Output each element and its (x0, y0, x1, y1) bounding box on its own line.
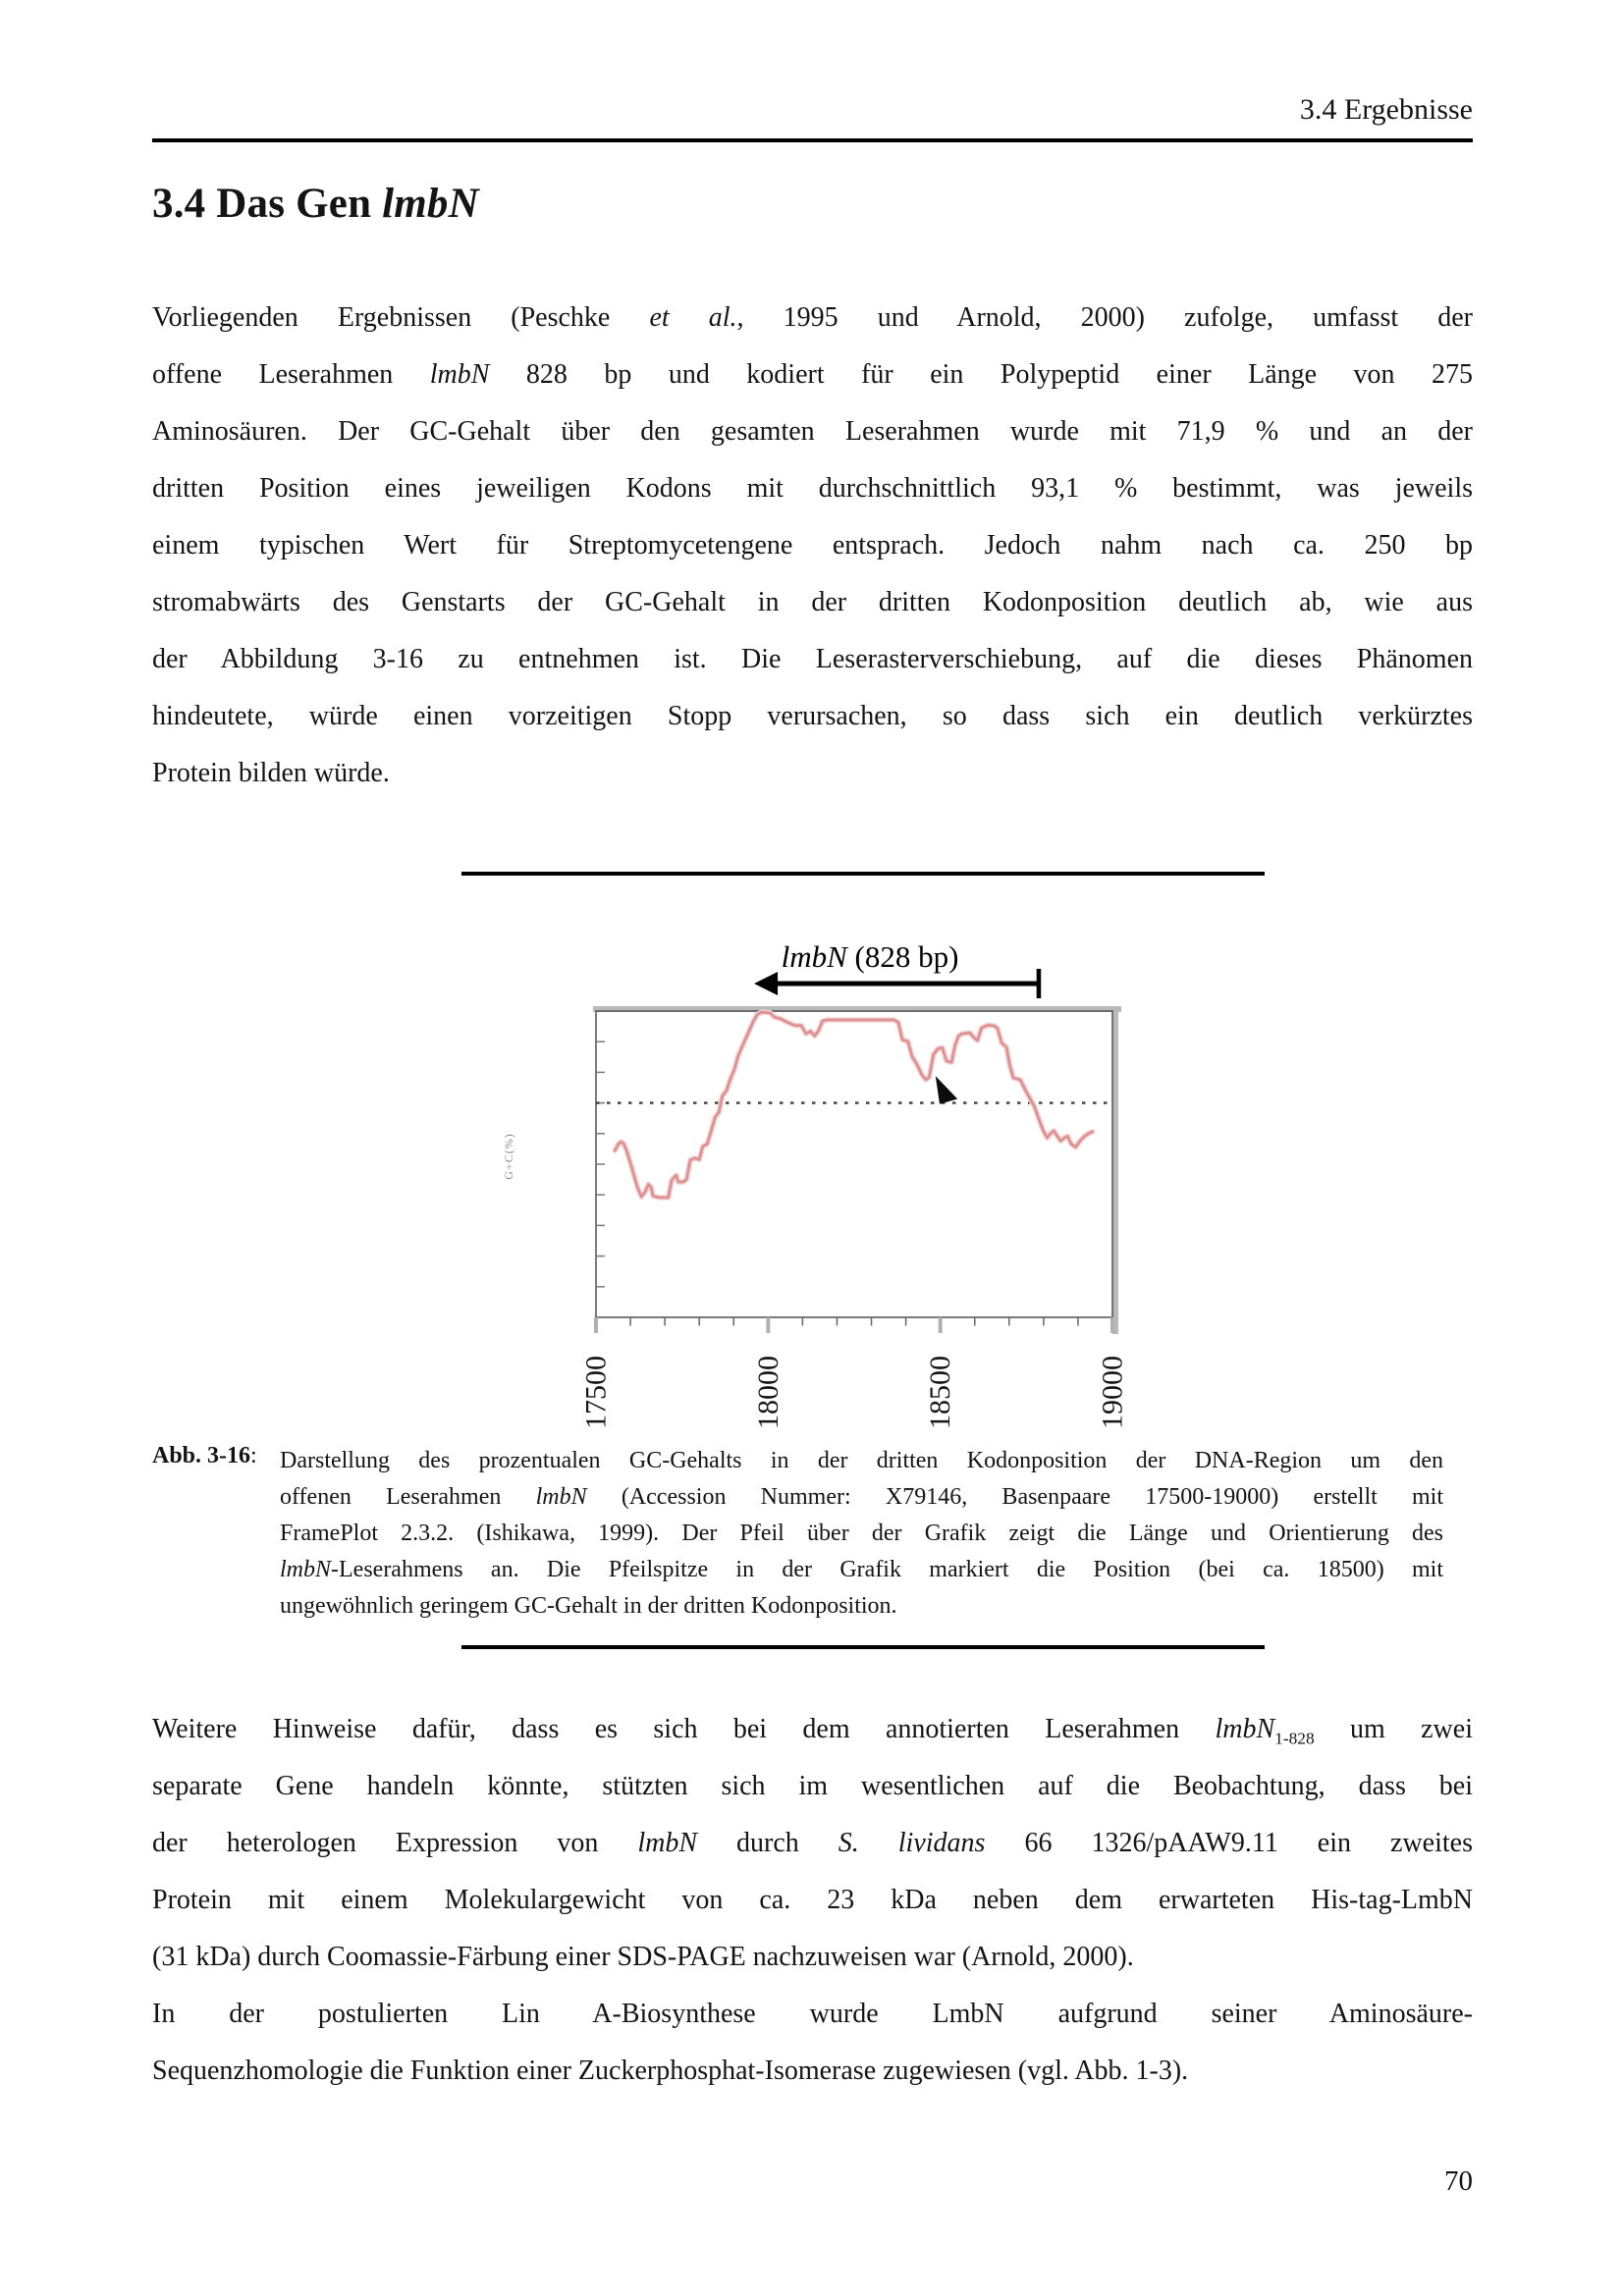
y-axis-label: G+C(%) (502, 1133, 515, 1180)
text-line: ungewöhnlich geringem GC-Gehalt in der dritten Kodonposition. (280, 1593, 897, 1619)
text-line: Protein bilden würde. (152, 758, 390, 788)
text-line: dritten Position eines jeweiligen Kodons mit durchschnittlich 93,1 % bestimmt, was jeweils (152, 473, 1473, 504)
plot-frame (596, 1011, 1112, 1317)
title-gene-name: lmbN (382, 181, 479, 227)
text-line: lmbN-Leserahmens an. Die Pfeilspitze in der Grafik markiert die Position (bei ca. 18500) mit (280, 1557, 1443, 1582)
text-line: der Abbildung 3-16 zu entnehmen ist. Die Leserasterverschiebung, auf die dieses Phänomen (152, 644, 1473, 674)
text-line: stromabwärts des Genstarts der GC-Gehalt in der dritten Kodonposition deutlich ab, wie aus (152, 587, 1473, 617)
x-axis-tick-label: 17500 (579, 1356, 613, 1429)
figure-bottom-separator (461, 1645, 1265, 1649)
text-line: Aminosäuren. Der GC-Gehalt über den gesamten Leserahmen wurde mit 71,9 % und an der (152, 416, 1473, 447)
page-title (152, 180, 479, 228)
low-gc-position-marker (936, 1076, 957, 1104)
text-line: Darstellung des prozentualen GC-Gehalts in der dritten Kodonposition der DNA-Region um den (280, 1448, 1443, 1473)
text-line: Protein mit einem Molekulargewicht von ca. 23 kDa neben dem erwarteten His-tag-LmbN (152, 1885, 1473, 1915)
text-line: Vorliegenden Ergebnissen (Peschke et al., 1995 und Arnold, 2000) zufolge, umfasst der (152, 302, 1474, 333)
text-line: offene Leserahmen lmbN 828 bp und kodiert für ein Polypeptid einer Länge von 275 (152, 359, 1474, 390)
page-number: 70 (1444, 2165, 1473, 2197)
figure-caption (280, 1443, 1443, 1625)
text-line: In der postulierten Lin A-Biosynthese wurde LmbN aufgrund seiner Aminosäure- (152, 1999, 1473, 2029)
title-prefix: 3.4 Das Gen (152, 181, 383, 227)
text-line: einem typischen Wert für Streptomycetengene entsprach. Jedoch nahm nach ca. 250 bp (152, 530, 1473, 561)
text-line: Weitere Hinweise dafür, dass es sich bei dem annotierten Leserahmen lmbN$_{1-828}$ um zwei (152, 1714, 1473, 1748)
gc-curve-halo (615, 1012, 1092, 1198)
text-line: Sequenzhomologie die Funktion einer Zuckerphosphat-Isomerase zugewiesen (vgl. Abb. 1-3). (152, 2056, 1189, 2086)
text-line: separate Gene handeln könnte, stützten sich im wesentlichen auf die Beobachtung, dass bei (152, 1771, 1473, 1801)
x-axis-tick-label: 18500 (924, 1356, 957, 1429)
gc-content-chart (491, 923, 1139, 1433)
paragraph-2 (152, 1701, 1473, 2100)
gene-label: lmbN (828 bp) (781, 939, 959, 974)
text-line: der heterologen Expression von lmbN durch S. lividans 66 1326/pAAW9.11 ein zweites (152, 1828, 1473, 1858)
text-line: (31 kDa) durch Coomassie-Färbung einer SDS-PAGE nachzuweisen war (Arnold, 2000). (152, 1942, 1134, 1972)
gene-arrow-head (754, 972, 778, 995)
text-line: offenen Leserahmen lmbN (Accession Nummer: X79146, Basenpaare 17500-19000) erstellt mit (280, 1484, 1444, 1510)
text-line: FramePlot 2.3.2. (Ishikawa, 1999). Der Pfeil über der Grafik zeigt die Länge und Orientierung des (280, 1521, 1443, 1546)
paragraph-1 (152, 290, 1473, 802)
figure-3-16 (491, 923, 1139, 1433)
figure-top-separator (461, 872, 1265, 876)
header-rule (152, 138, 1473, 142)
caption-label: Abb. 3-16: (152, 1443, 257, 1468)
x-axis-tick-label: 18000 (751, 1356, 784, 1429)
plot-frame-right-band (1112, 1006, 1118, 1334)
running-header: 3.4 Ergebnisse (1299, 93, 1473, 126)
text-line: hindeutete, würde einen vorzeitigen Stopp verursachen, so dass sich ein deutlich verkürztes (152, 701, 1473, 731)
x-axis-tick-label: 19000 (1096, 1356, 1129, 1429)
